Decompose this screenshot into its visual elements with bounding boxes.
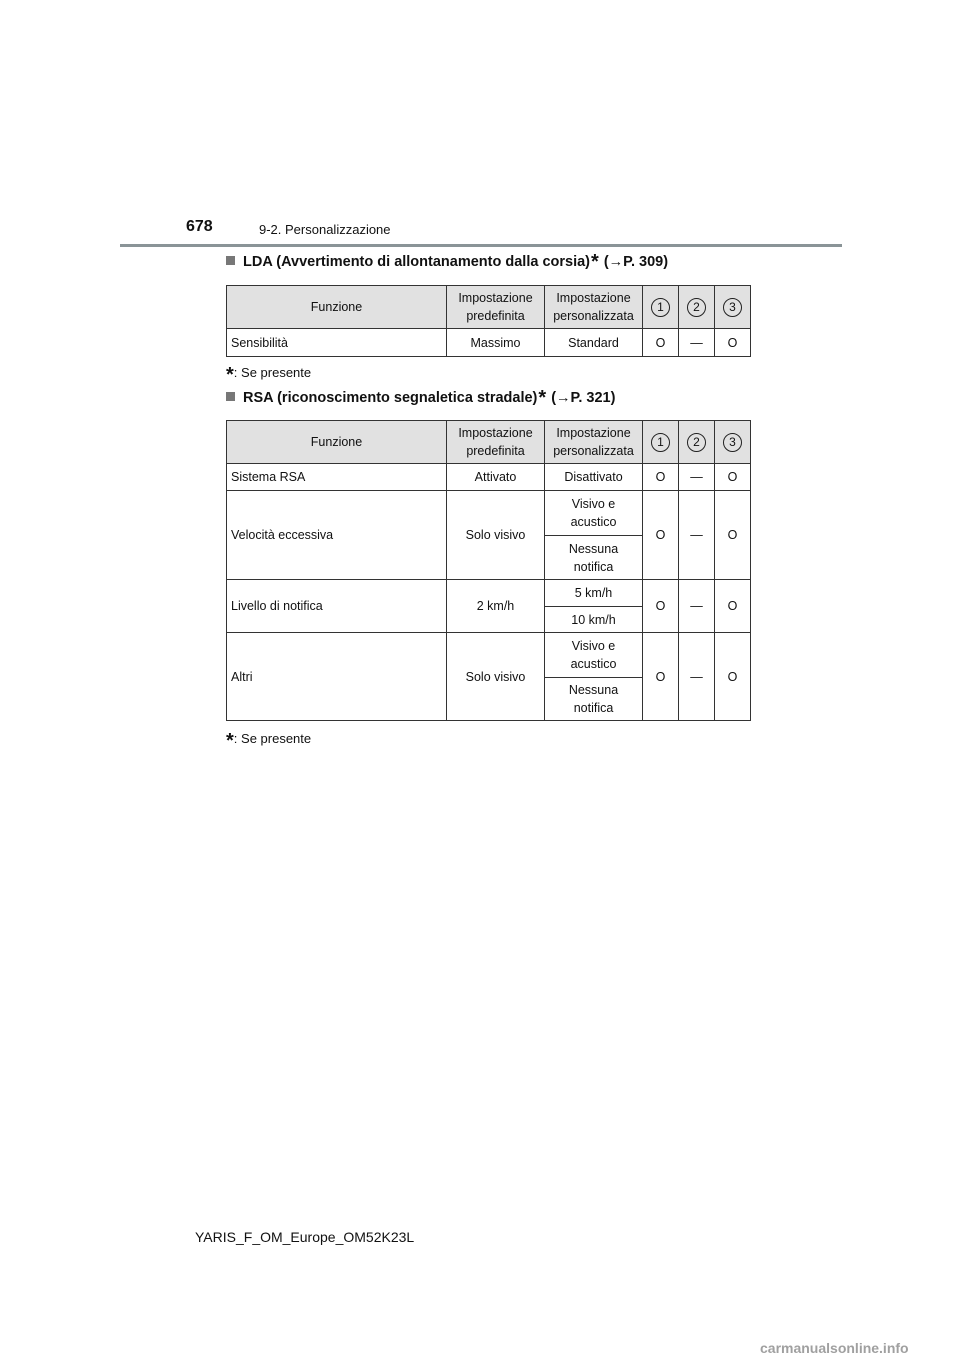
header-method-3 bbox=[715, 421, 751, 464]
square-bullet-icon bbox=[226, 392, 235, 401]
cell-method-3: O bbox=[715, 633, 751, 721]
circled-number-1-icon: 1 bbox=[651, 298, 670, 317]
header-default: Impostazione predefinita bbox=[447, 421, 545, 464]
header-custom: Impostazione personalizzata bbox=[545, 421, 643, 464]
asterisk-icon: * bbox=[226, 364, 234, 386]
cell-method-1: O bbox=[643, 464, 679, 491]
document-id: YARIS_F_OM_Europe_OM52K23L bbox=[195, 1229, 415, 1245]
page-reference: (→P. 321) bbox=[551, 390, 616, 406]
footnote-text: : Se presente bbox=[233, 731, 312, 746]
footnote-text: : Se presente bbox=[233, 365, 312, 380]
asterisk-icon: * bbox=[226, 730, 234, 752]
circled-number-2-icon: 2 bbox=[687, 433, 706, 452]
section-title-rsa bbox=[226, 387, 616, 409]
header-method-1 bbox=[643, 421, 679, 464]
section-title-text: LDA (Avvertimento di allontanamento dalla corsia) bbox=[243, 254, 590, 270]
cell-method-3: O bbox=[715, 329, 751, 357]
cell-method-3: O bbox=[715, 464, 751, 491]
cell-default: Massimo bbox=[447, 329, 545, 357]
table-header-row bbox=[227, 421, 751, 464]
cell-default: Solo visivo bbox=[447, 633, 545, 721]
cell-method-3: O bbox=[715, 491, 751, 580]
circled-number-1-icon: 1 bbox=[651, 433, 670, 452]
footnote-rsa bbox=[226, 730, 312, 752]
table-row bbox=[227, 633, 751, 678]
table-row bbox=[227, 491, 751, 536]
cell-function: Altri bbox=[227, 633, 447, 721]
cell-default: Solo visivo bbox=[447, 491, 545, 580]
cell-method-1: O bbox=[643, 633, 679, 721]
header-default: Impostazione predefinita bbox=[447, 286, 545, 329]
circled-number-2-icon: 2 bbox=[687, 298, 706, 317]
cell-function: Livello di notifica bbox=[227, 580, 447, 633]
header-function: Funzione bbox=[227, 421, 447, 464]
cell-method-2: — bbox=[679, 633, 715, 721]
watermark: carmanualsonline.info bbox=[760, 1340, 909, 1356]
cell-method-2: — bbox=[679, 491, 715, 580]
cell-function: Sistema RSA bbox=[227, 464, 447, 491]
cell-method-2: — bbox=[679, 464, 715, 491]
table-row bbox=[227, 580, 751, 607]
lda-settings-table bbox=[226, 285, 751, 357]
cell-method-2: — bbox=[679, 329, 715, 357]
header-method-1 bbox=[643, 286, 679, 329]
cell-function: Velocità eccessiva bbox=[227, 491, 447, 580]
header-function: Funzione bbox=[227, 286, 447, 329]
cell-method-3: O bbox=[715, 580, 751, 633]
rsa-settings-table bbox=[226, 420, 751, 721]
section-title-lda bbox=[226, 251, 669, 273]
asterisk-icon: * bbox=[591, 251, 599, 273]
footnote-lda bbox=[226, 364, 312, 386]
header-custom: Impostazione personalizzata bbox=[545, 286, 643, 329]
header-divider bbox=[120, 244, 842, 247]
table-row bbox=[227, 464, 751, 491]
cell-custom: Visivo e acustico bbox=[545, 491, 643, 536]
table-header-row bbox=[227, 286, 751, 329]
header-method-2 bbox=[679, 421, 715, 464]
page-number: 678 bbox=[186, 218, 213, 235]
cell-custom: 10 km/h bbox=[545, 607, 643, 633]
cell-method-1: O bbox=[643, 329, 679, 357]
header-method-3 bbox=[715, 286, 751, 329]
header-method-2 bbox=[679, 286, 715, 329]
table-row bbox=[227, 329, 751, 357]
chapter-title: 9-2. Personalizzazione bbox=[259, 222, 391, 237]
cell-custom: Standard bbox=[545, 329, 643, 357]
cell-custom: Nessuna notifica bbox=[545, 536, 643, 580]
asterisk-icon: * bbox=[538, 387, 547, 409]
cell-custom: Nessuna notifica bbox=[545, 678, 643, 721]
cell-default: 2 km/h bbox=[447, 580, 545, 633]
cell-function: Sensibilità bbox=[227, 329, 447, 357]
page-reference: (→P. 309) bbox=[603, 254, 669, 270]
cell-method-1: O bbox=[643, 491, 679, 580]
circled-number-3-icon: 3 bbox=[723, 298, 742, 317]
cell-custom: Visivo e acustico bbox=[545, 633, 643, 678]
cell-method-2: — bbox=[679, 580, 715, 633]
square-bullet-icon bbox=[226, 256, 235, 265]
circled-number-3-icon: 3 bbox=[723, 433, 742, 452]
cell-custom: 5 km/h bbox=[545, 580, 643, 607]
cell-default: Attivato bbox=[447, 464, 545, 491]
cell-method-1: O bbox=[643, 580, 679, 633]
cell-custom: Disattivato bbox=[545, 464, 643, 491]
section-title-text: RSA (riconoscimento segnaletica stradale) bbox=[243, 390, 538, 406]
